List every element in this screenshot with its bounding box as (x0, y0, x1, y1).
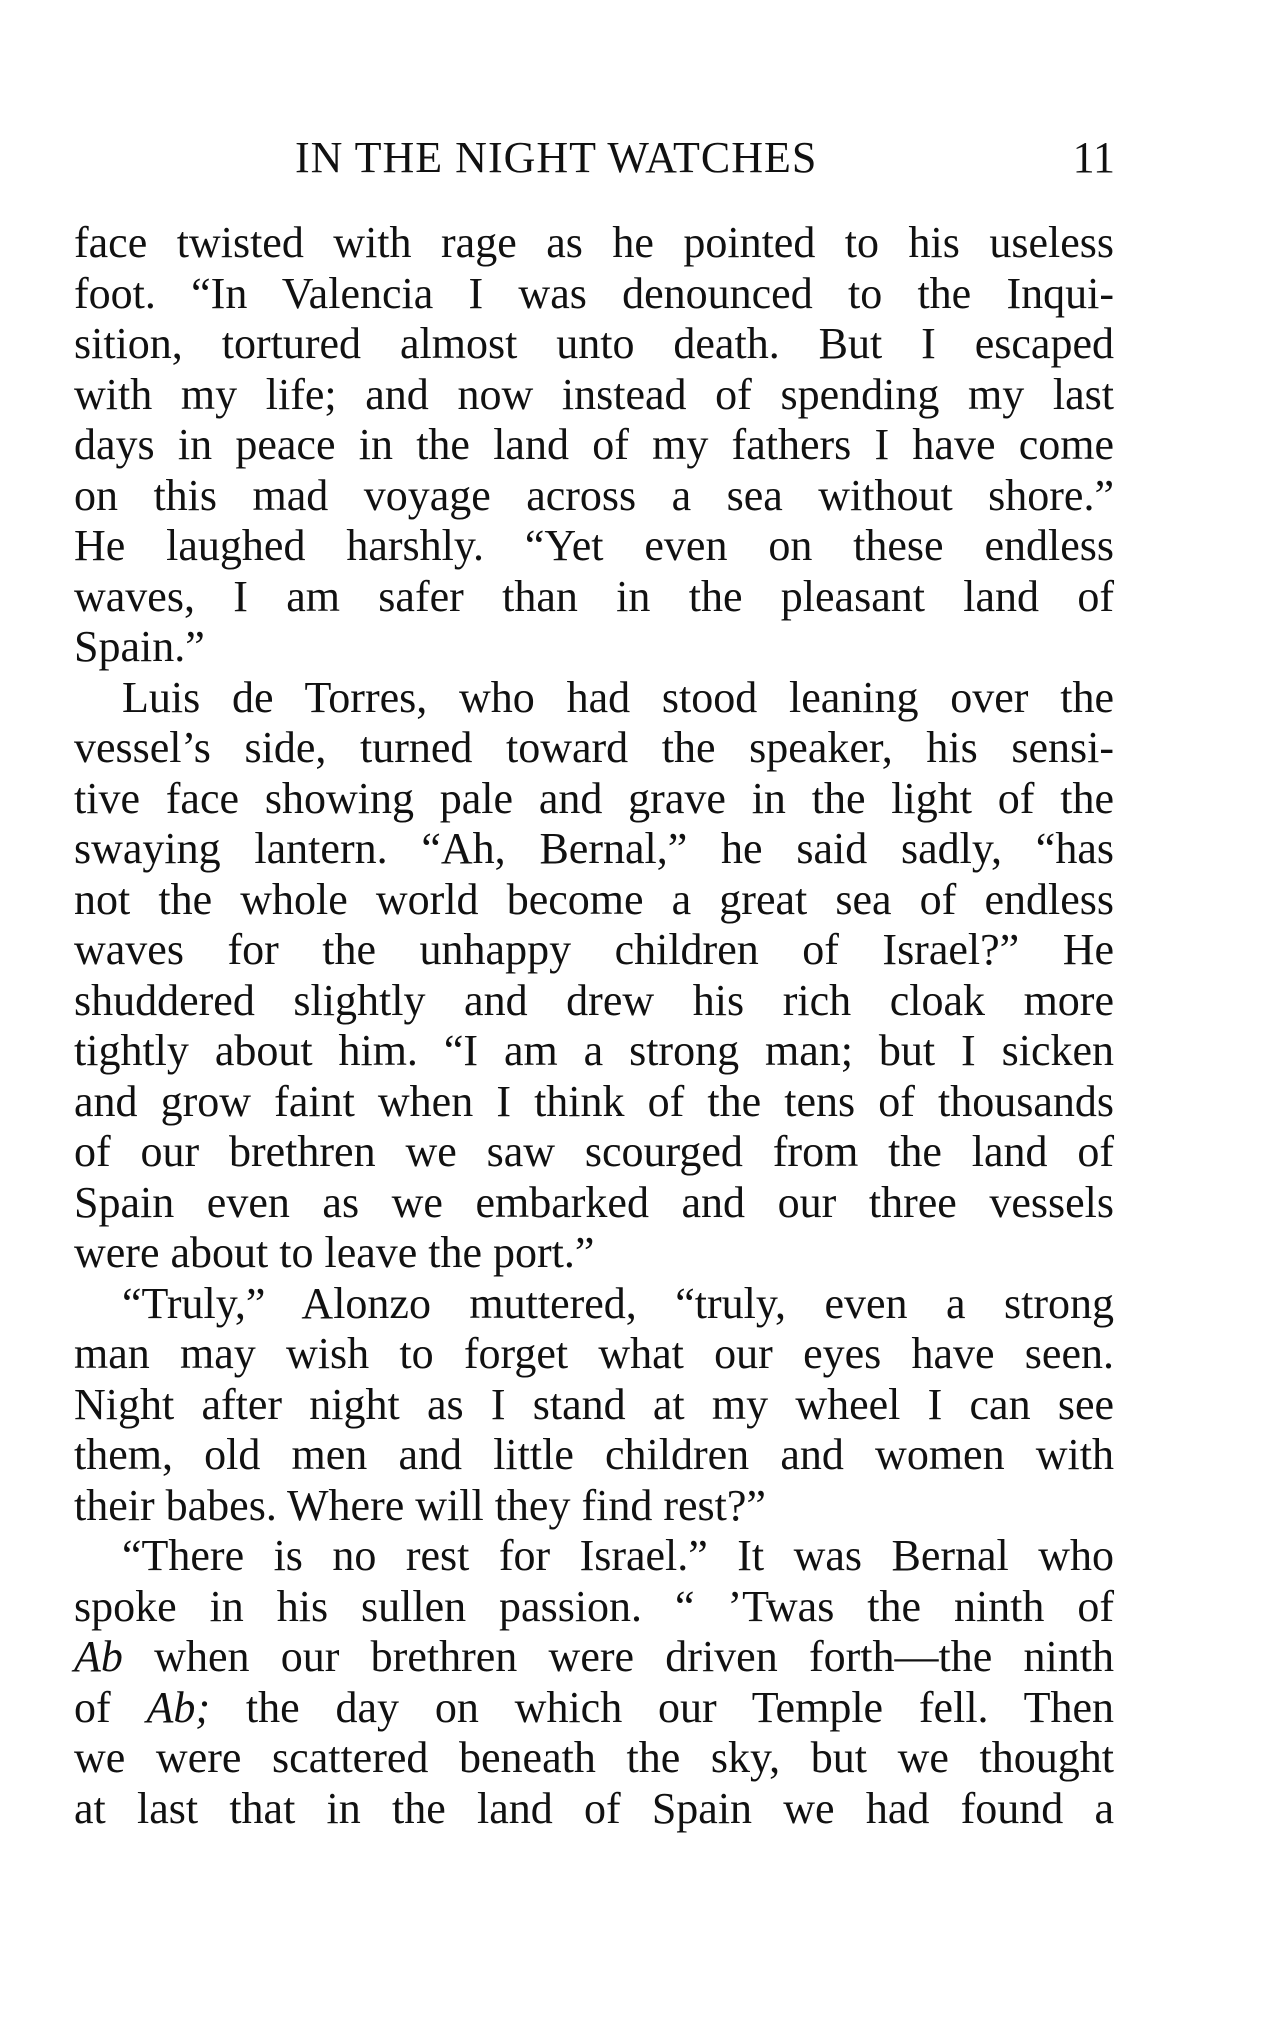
text-line: not the whole world become a great sea of endless (74, 874, 1114, 924)
text-line: sition, tortured almost unto death. But I escaped (74, 319, 1114, 368)
text-line: “Truly,” Alonzo muttered, “truly, even a strong (122, 1278, 1114, 1328)
text-line: tightly about him. “I am a strong man; but I sicken (74, 1026, 1114, 1075)
running-head (0, 128, 1287, 188)
text-line: waves, I am safer than in the pleasant land of (74, 571, 1114, 621)
text-line: them, old men and little children and women with (74, 1430, 1114, 1479)
text-line: Spain.” (74, 622, 205, 671)
text-line: and grow faint when I think of the tens of thousands (74, 1076, 1114, 1126)
text-line: swaying lantern. “Ah, Bernal,” he said sadly, “has (74, 824, 1114, 873)
text-line: were about to leave the port.” (74, 1228, 595, 1277)
text-line: waves for the unhappy children of Israel?” He (74, 925, 1114, 974)
text-line: face twisted with rage as he pointed to his useless (74, 218, 1114, 267)
text-span: of (74, 1682, 111, 1732)
text-line: tive face showing pale and grave in the light of the (74, 773, 1114, 823)
text-line: with my life; and now instead of spending my last (74, 369, 1114, 419)
text-line: man may wish to forget what our eyes have seen. (74, 1329, 1114, 1378)
text-span: the day on which our Temple fell. Then (245, 1682, 1114, 1732)
page-number: 11 (1072, 133, 1115, 182)
text-line: on this mad voyage across a sea without shore.” (74, 470, 1114, 520)
text-line: their babes. Where will they find rest?” (74, 1480, 766, 1530)
running-head-title: IN THE NIGHT WATCHES (295, 133, 818, 182)
italic-word: Ab (74, 1632, 123, 1681)
text-line (74, 1683, 1114, 1734)
text-line: spoke in his sullen passion. “ ’Twas the ninth of (74, 1581, 1114, 1631)
text-line: foot. “In Valencia I was denounced to the Inqui- (74, 268, 1114, 318)
body-text (74, 218, 1114, 1834)
text-line (74, 1632, 1114, 1683)
text-line: Night after night as I stand at my wheel I can see (74, 1379, 1114, 1429)
text-line: shuddered slightly and drew his rich cloak more (74, 975, 1114, 1025)
text-span: when our brethren were driven forth—the ninth (154, 1632, 1115, 1681)
text-line: vessel’s side, turned toward the speaker, his sensi- (74, 723, 1114, 772)
text-line: Luis de Torres, who had stood leaning over the (122, 672, 1114, 722)
text-line: days in peace in the land of my fathers I have come (74, 420, 1114, 469)
text-line: “There is no rest for Israel.” It was Bernal who (122, 1531, 1114, 1580)
text-line: Spain even as we embarked and our three vessels (74, 1177, 1114, 1227)
text-line: He laughed harshly. “Yet even on these endless (74, 521, 1114, 570)
text-line: at last that in the land of Spain we had found a (74, 1783, 1114, 1833)
text-line: we were scattered beneath the sky, but we thought (74, 1733, 1114, 1782)
italic-word: Ab; (146, 1682, 211, 1732)
text-line: of our brethren we saw scourged from the land of (74, 1127, 1114, 1176)
